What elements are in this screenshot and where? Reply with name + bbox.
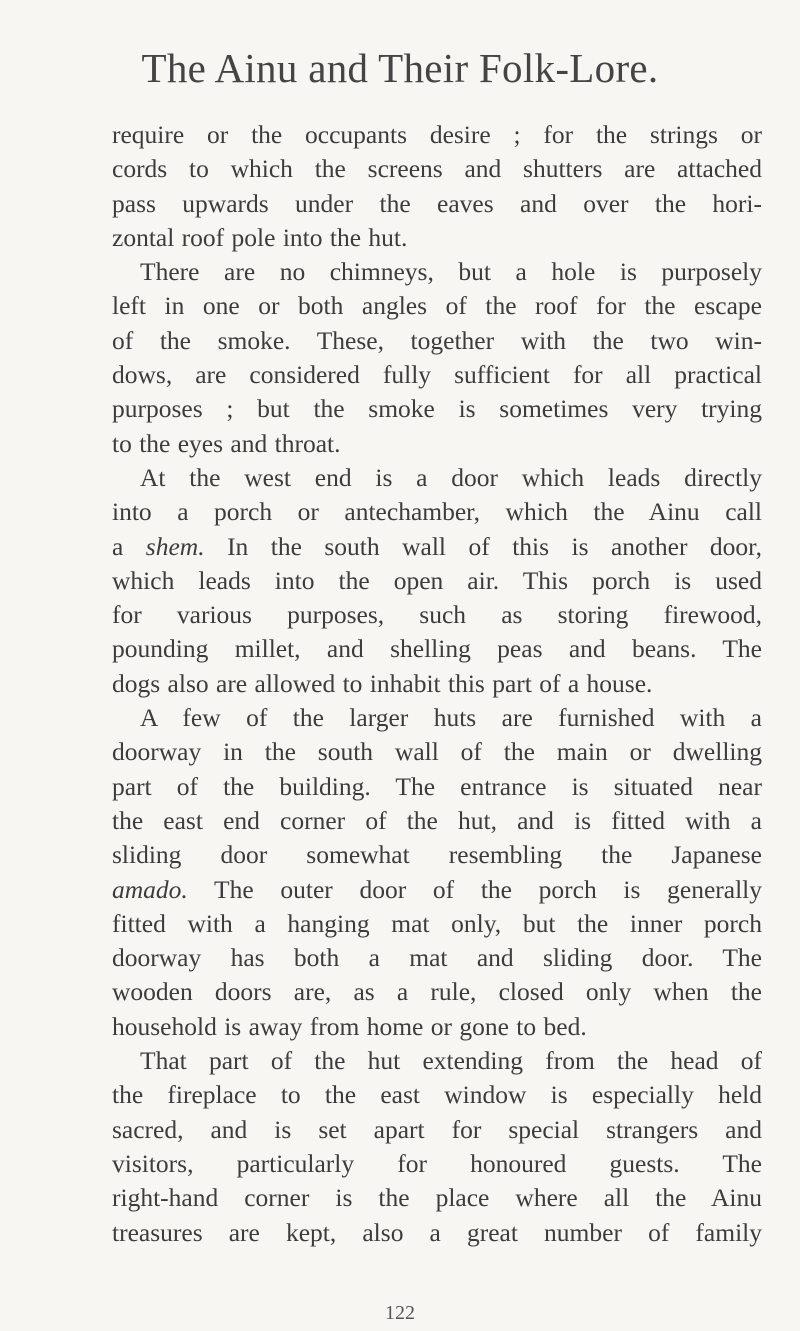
text-line: which leads into the open air. This porch is used xyxy=(112,565,762,595)
text-line: for various purposes, such as storing firewood, xyxy=(112,600,762,630)
text-line: the east end corner of the hut, and is fitted with a xyxy=(112,805,762,835)
text-line: sliding door somewhat resembling the Japanese xyxy=(112,840,762,870)
text-line: treasures are kept, also a great number of family xyxy=(112,1217,762,1247)
text-line: the fireplace to the east window is especially held xyxy=(112,1080,762,1110)
text-line: At the west end is a door which leads directly xyxy=(140,462,762,492)
text-line: zontal roof pole into the hut. xyxy=(112,222,408,252)
text-fragment: In the south wall of this is another door, xyxy=(227,531,762,561)
text-line: dows, are considered fully sufficient for all practical xyxy=(112,360,762,390)
text-line: visitors, particularly for honoured guests. The xyxy=(112,1148,762,1178)
text-line: doorway in the south wall of the main or dwelling xyxy=(112,737,762,767)
text-line: doorway has both a mat and sliding door. The xyxy=(112,943,762,973)
text-line: to the eyes and throat. xyxy=(112,428,341,458)
body-text xyxy=(112,118,762,1250)
text-line: left in one or both angles of the roof for the escape xyxy=(112,291,762,321)
text-fragment: The outer door of the porch is generally xyxy=(214,874,762,904)
text-line xyxy=(112,873,762,907)
text-line: of the smoke. These, together with the two win- xyxy=(112,325,762,355)
text-line: cords to which the screens and shutters are attached xyxy=(112,154,762,184)
text-line: require or the occupants desire ; for the strings or xyxy=(112,120,762,149)
text-line: There are no chimneys, but a hole is purposely xyxy=(140,257,762,287)
italic-term-amado: amado. xyxy=(112,874,188,904)
text-line: fitted with a hanging mat only, but the inner porch xyxy=(112,908,762,938)
text-line: That part of the hut extending from the head of xyxy=(140,1046,762,1076)
text-line: pounding millet, and shelling peas and beans. The xyxy=(112,634,762,664)
text-line: A few of the larger huts are furnished with a xyxy=(140,703,762,733)
text-line: wooden doors are, as a rule, closed only when the xyxy=(112,977,762,1007)
page-number: 122 xyxy=(385,1302,415,1324)
text-line: pass upwards under the eaves and over the hori- xyxy=(112,188,762,218)
text-fragment: a xyxy=(112,531,124,561)
running-title: The Ainu and Their Folk-Lore. xyxy=(141,45,659,91)
text-line: part of the building. The entrance is situated near xyxy=(112,771,762,801)
text-line: right-hand corner is the place where all the Ainu xyxy=(112,1183,762,1213)
text-line: into a porch or antechamber, which the Ainu call xyxy=(112,497,762,527)
text-line: purposes ; but the smoke is sometimes very trying xyxy=(112,394,762,424)
italic-term-shem: shem. xyxy=(145,531,205,561)
text-line: dogs also are allowed to inhabit this part of a house. xyxy=(112,668,653,698)
text-line: household is away from home or gone to bed. xyxy=(112,1011,587,1041)
text-line xyxy=(112,530,762,564)
text-line: sacred, and is set apart for special strangers and xyxy=(112,1114,762,1144)
